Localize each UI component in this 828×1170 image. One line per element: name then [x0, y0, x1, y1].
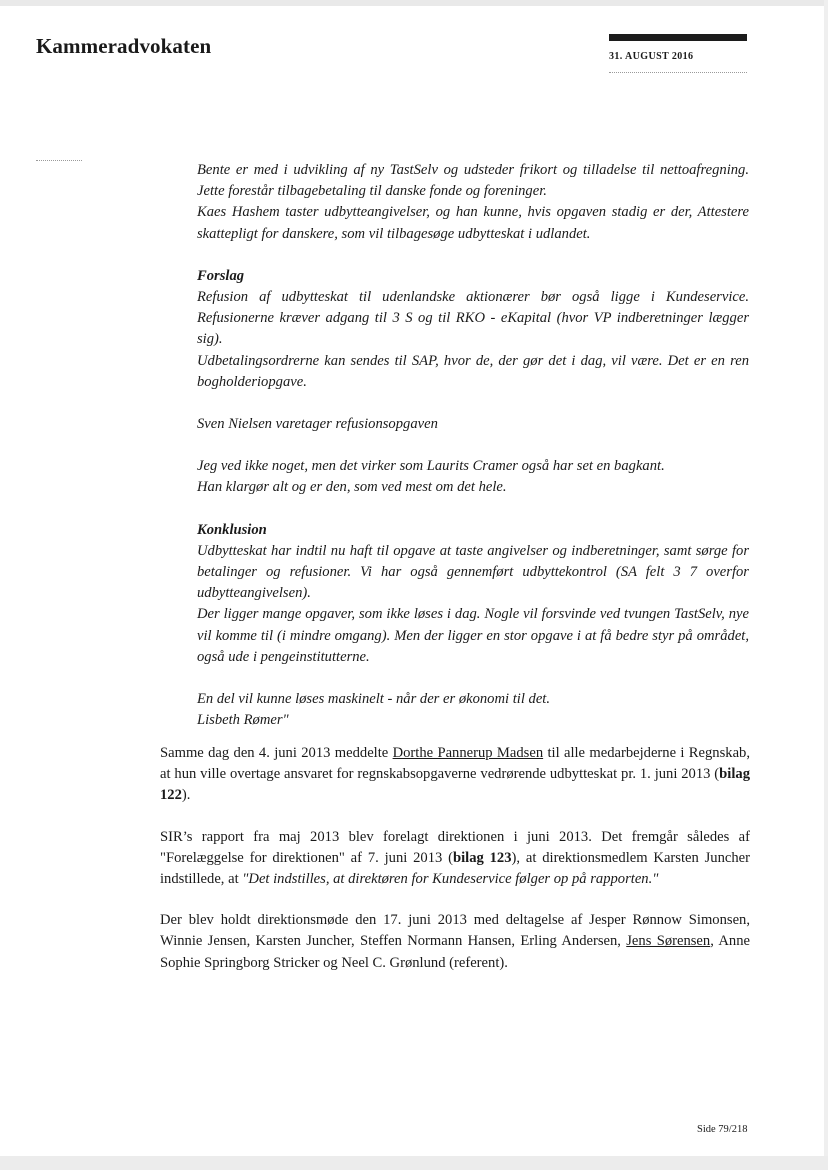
bilag-reference: bilag 122: [160, 766, 750, 804]
person-name: Jens Sørensen: [626, 933, 711, 950]
inline-quote: "Det indstilles, at direktøren for Kundeservice følger op på rapporten.": [242, 871, 659, 888]
quote-paragraph: En del vil kunne løses maskinelt - når der er økonomi til det.: [197, 691, 551, 708]
text-run: SIR’s rapport fra maj 2013 blev forelagt direktionen i juni 2013. Det fremgår således af "Forelæggelse for direktionen" af 7. juni 2013 (: [160, 828, 750, 866]
bilag-reference: bilag 123: [453, 849, 512, 866]
scan-edge-top: [0, 0, 828, 6]
body-paragraph: [160, 910, 750, 974]
text-run: ).: [181, 787, 191, 804]
margin-divider: [36, 160, 82, 161]
body-paragraph: [160, 827, 750, 891]
scan-edge-bottom: [0, 1156, 828, 1170]
quote-paragraph: Udbytteskat har indtil nu haft til opgave at taste angivelser og indberetninger, samt sørge for betalinger og refusioner. Vi har også gennemført udbyttekontrol (SA felt 3 7 overfor udbytteangivelsen).: [197, 542, 749, 602]
quote-paragraph: Jeg ved ikke noget, men det virker som Laurits Cramer også har set en bagkant.: [197, 458, 665, 475]
brand-name: Kammeradvokaten: [36, 34, 212, 58]
document-date: 31. AUGUST 2016: [609, 51, 694, 62]
quote-signature: Lisbeth Rømer": [197, 712, 289, 729]
text-run: til alle medarbejderne i Regnskab, at hun ville overtage ansvaret for regnskabsopgaverne vedrørende udbytteskat pr. 1. juni 2013 (: [160, 745, 750, 783]
forslag-heading: Forslag: [197, 267, 245, 284]
quoted-block: [197, 160, 749, 731]
text-run: Samme dag den 4. juni 2013 meddelte: [160, 745, 393, 761]
text-run: ), at direktionsmedlem Karsten Juncher indstillede, at: [160, 849, 750, 888]
text-run: , Anne Sophie Springborg Stricker og Neel C. Grønlund (referent).: [160, 933, 750, 971]
person-name: Dorthe Pannerup Madsen: [392, 745, 544, 761]
body-paragraph: [160, 743, 750, 807]
quote-paragraph: Refusion af udbytteskat til udenlandske aktionærer bør også ligge i Kundeservice. Refusionerne kræver adgang til 3 S og til RKO - eKapital (hvor VP indberetninger lægger sig).: [197, 289, 749, 348]
page-number: Side 79/218: [697, 1124, 748, 1135]
quote-paragraph: Han klargør alt og er den, som ved mest om det hele.: [197, 479, 507, 496]
date-divider: [609, 72, 747, 73]
date-bar: [609, 34, 747, 41]
quote-paragraph: Udbetalingsordrerne kan sendes til SAP, hvor de, der gør det i dag, vil være. Det er en ren bogholderiopgave.: [197, 352, 749, 390]
quote-paragraph: Sven Nielsen varetager refusionsopgaven: [197, 416, 438, 433]
konklusion-heading: Konklusion: [197, 521, 267, 538]
text-run: Der blev holdt direktionsmøde den 17. juni 2013 med deltagelse af Jesper Rønnow Simonsen, Winnie Jensen, Karsten Juncher, Steffen Normann Hansen, Erling Andersen,: [160, 912, 750, 950]
body-text: [160, 743, 750, 994]
scan-edge-right: [824, 0, 828, 1170]
quote-paragraph: Der ligger mange opgaver, som ikke løses i dag. Nogle vil forsvinde ved tvungen TastSelv, nye vil komme til (i mindre omgang). Men der ligger en stor opgave i at få bedre styr på området, også ude i pengeinstitutterne.: [197, 606, 749, 665]
quote-paragraph: Kaes Hashem taster udbytteangivelser, og han kunne, hvis opgaven stadig er der, Attestere skattepligt for danskere, som vil tilbagesøge udbytteskat i udlandet.: [197, 204, 749, 242]
quote-paragraph: Bente er med i udvikling af ny TastSelv og udsteder frikort og tilladelse til nettoafregning. Jette forestår tilbagebetaling til danske fonde og foreninger.: [197, 162, 749, 200]
